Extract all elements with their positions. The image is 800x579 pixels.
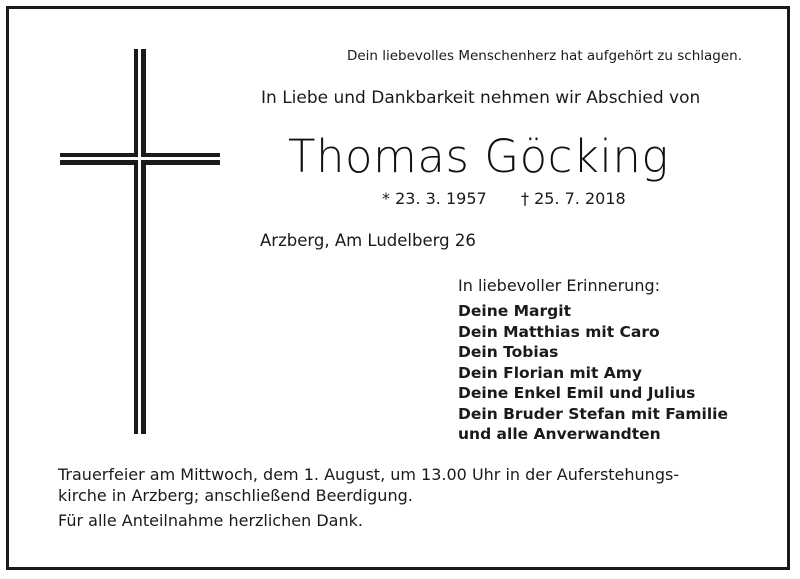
mourner-item: und alle Anverwandten xyxy=(458,425,661,443)
birth-date: * 23. 3. 1957 xyxy=(382,189,487,208)
intro-text: In Liebe und Dankbarkeit nehmen wir Abschied von xyxy=(261,88,701,108)
motto-text: Dein liebevolles Menschenherz hat aufgehört zu schlagen. xyxy=(346,48,742,64)
mourner-item: Dein Tobias xyxy=(458,343,559,361)
mourner-item: Dein Florian mit Amy xyxy=(458,363,643,382)
deceased-name: Thomas Göcking xyxy=(288,130,669,183)
mourner-item: Dein Matthias mit Caro xyxy=(458,322,660,341)
address-text: Arzberg, Am Ludelberg 26 xyxy=(260,231,476,250)
mourner-item: Deine Enkel Emil und Julius xyxy=(458,384,696,402)
mourner-item: Deine Margit xyxy=(458,302,571,320)
death-date: † 25. 7. 2018 xyxy=(521,189,626,208)
mourners-list xyxy=(458,301,728,445)
thanks-text: Für alle Anteilnahme herzlichen Dank. xyxy=(58,511,363,530)
funeral-info-line2: kirche in Arzberg; anschließend Beerdigung. xyxy=(58,486,413,505)
memory-heading: In liebevoller Erinnerung: xyxy=(458,276,660,295)
mourner-item: Dein Bruder Stefan mit Familie xyxy=(458,404,728,423)
funeral-info-line1: Trauerfeier am Mittwoch, dem 1. August, um 13.00 Uhr in der Auferstehungs- xyxy=(58,465,680,484)
